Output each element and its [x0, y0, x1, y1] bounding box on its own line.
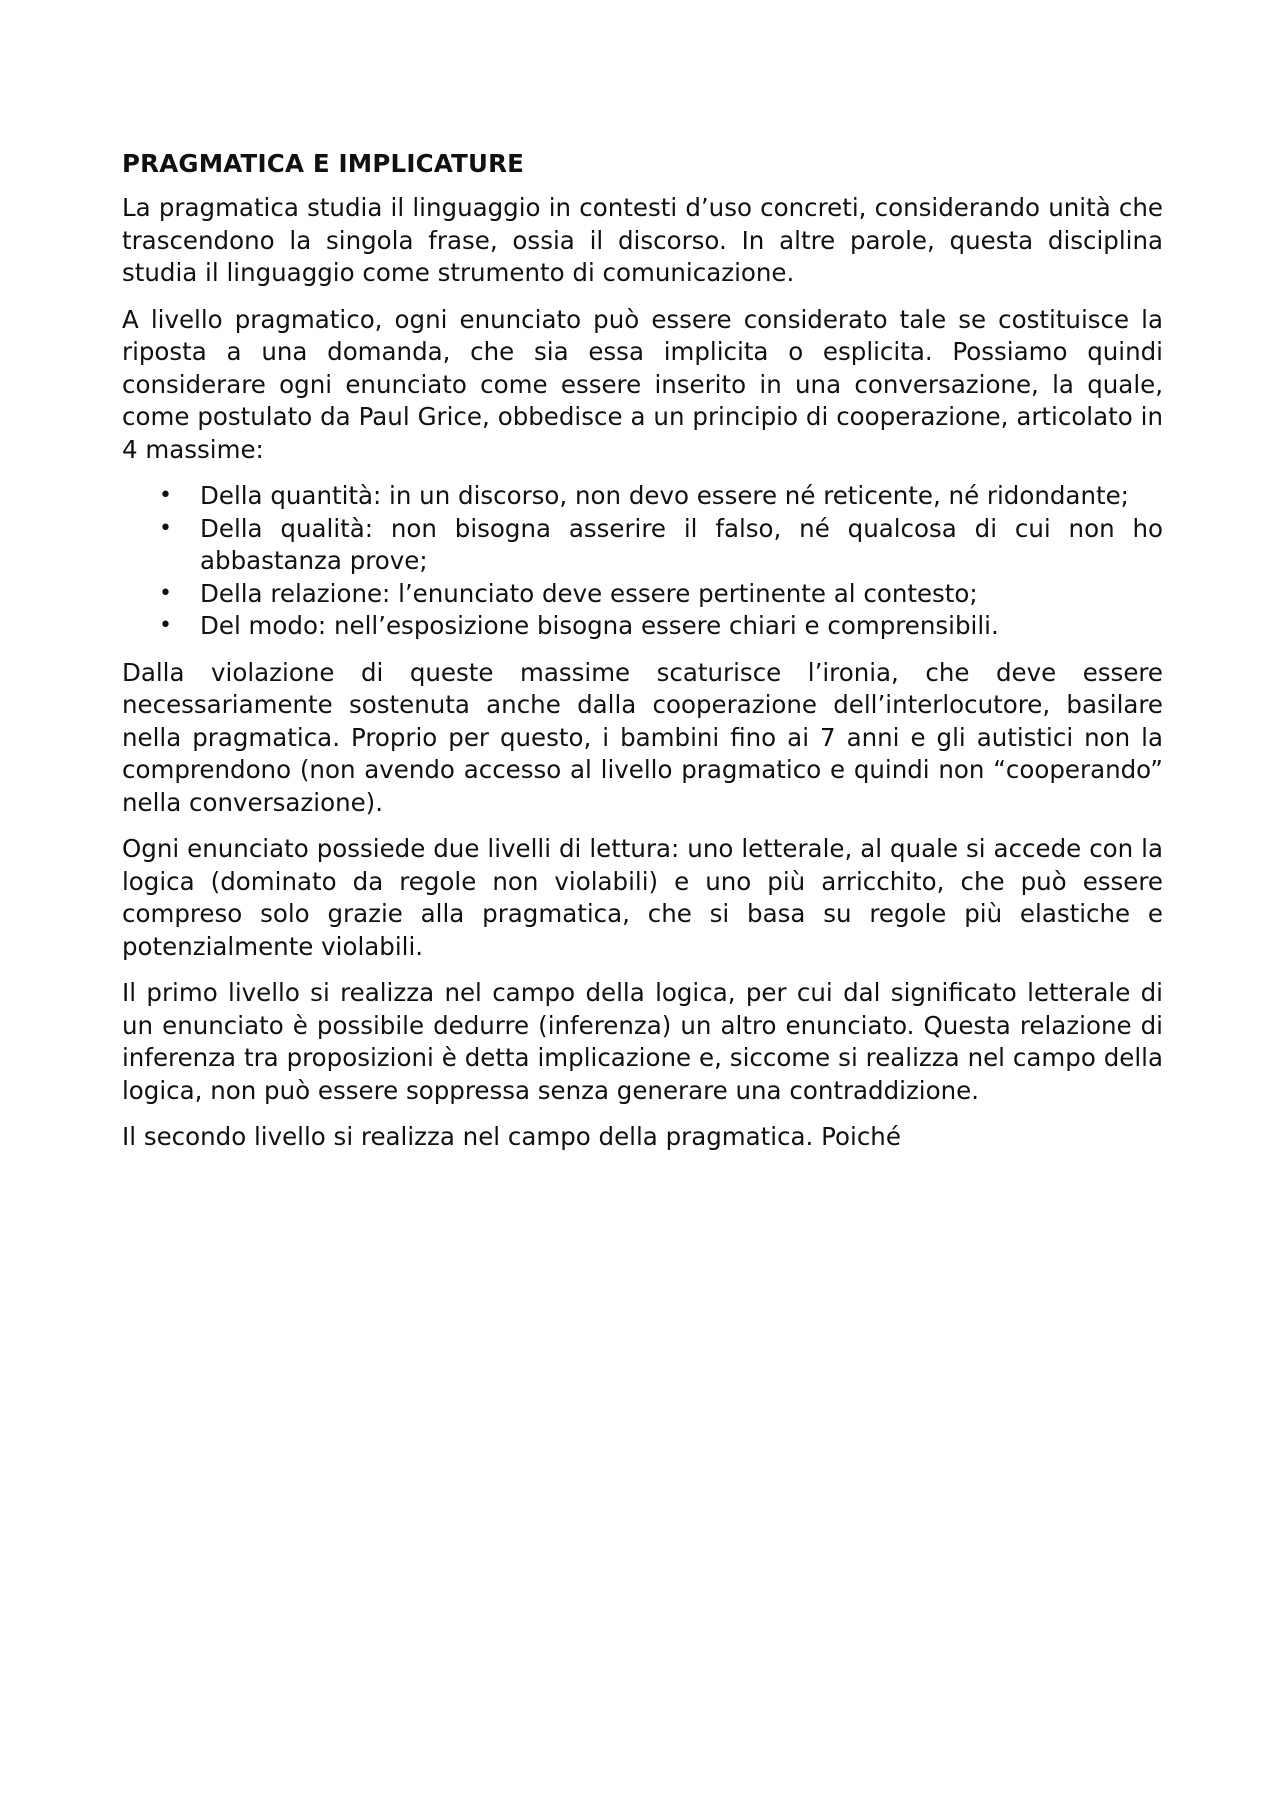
- maxim-text: Della relazione: l’enunciato deve essere pertinente al contesto;: [200, 578, 978, 608]
- bullet-icon: •: [159, 515, 172, 541]
- list-item-quality: [122, 513, 1163, 578]
- maxims-list: [122, 480, 1163, 643]
- list-item-relation: [122, 578, 1163, 611]
- list-item-manner: [122, 610, 1163, 643]
- maxim-text: Della qualità: non bisogna asserire il falso, né qualcosa di cui non ho abbastanza prove;: [200, 513, 1163, 575]
- paragraph-grice: A livello pragmatico, ogni enunciato può essere considerato tale se costituisce la riposta a una domanda, che sia essa implicita o esplicita. Possiamo quindi considerare ogni enunciato come essere inserito in una conversazione, la quale, come postulato da Paul Grice, obbedisce a un principio di cooperazione, articolato in 4 massime:: [122, 304, 1163, 464]
- maxim-text: Della quantità: in un discorso, non devo essere né reticente, né ridondante;: [200, 481, 1129, 510]
- paragraph-first-level: Il primo livello si realizza nel campo della logica, per cui dal significato letterale di un enunciato è possibile dedurre (inferenza) un altro enunciato. Questa relazione di inferenza tra proposizioni è detta implicazione e, siccome si realizza nel campo della logica, non può essere soppressa senza generare una contraddizione.: [122, 978, 1163, 1105]
- bullet-icon: •: [159, 580, 172, 606]
- document-page: [122, 148, 1163, 1168]
- paragraph-irony: Dalla violazione di queste massime scaturisce l’ironia, che deve essere necessariamente sostenuta anche dalla cooperazione dell’interlocutore, basilare nella pragmatica. Proprio per questo, i bambini fino ai 7 anni e gli autistici non la comprendono (non avendo accesso al livello pragmatico e quindi non “cooperando” nella conversazione).: [122, 657, 1163, 817]
- paragraph-second-level: Il secondo livello si realizza nel campo della pragmatica. Poiché: [122, 1122, 901, 1151]
- paragraph-intro: La pragmatica studia il linguaggio in contesti d’uso concreti, considerando unità che trascendono la singola frase, ossia il discorso. In altre parole, questa disciplina studia il linguaggio come strumento di comunicazione.: [122, 193, 1163, 287]
- bullet-icon: •: [159, 613, 172, 638]
- bullet-icon: •: [159, 483, 172, 508]
- maxim-text: Del modo: nell’esposizione bisogna essere chiari e comprensibili.: [200, 611, 999, 640]
- list-item-quantity: [122, 480, 1163, 513]
- document-title: PRAGMATICA E IMPLICATURE: [122, 149, 525, 178]
- paragraph-reading-levels: Ogni enunciato possiede due livelli di lettura: uno letterale, al quale si accede con la logica (dominato da regole non violabili) e uno più arricchito, che può essere compreso solo grazie alla pragmatica, che si basa su regole più elastiche e potenzialmente violabili.: [122, 834, 1163, 961]
